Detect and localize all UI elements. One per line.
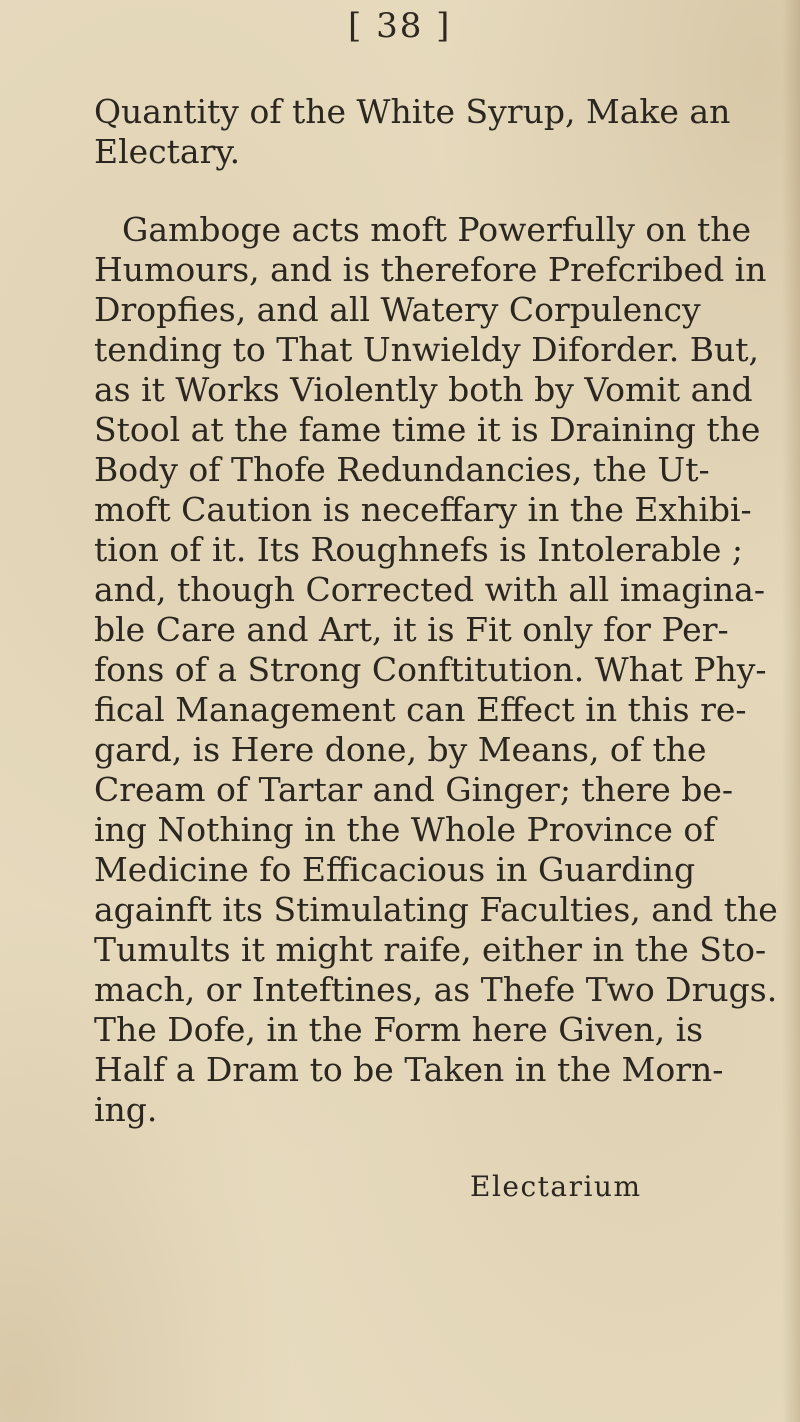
- text-line: Body of Thofe Redundancies, the Ut-: [94, 450, 710, 489]
- text-line: Humours, and is therefore Prefcribed in: [94, 250, 767, 289]
- text-line: Electary.: [94, 132, 241, 171]
- text-line: fical Management can Effect in this re-: [94, 690, 747, 729]
- text-line: ing Nothing in the Whole Province of: [94, 810, 716, 849]
- text-line: ble Care and Art, it is Fit only for Per-: [94, 610, 729, 649]
- page-number: [ 38 ]: [348, 6, 452, 46]
- text-line: The Dofe, in the Form here Given, is: [94, 1010, 704, 1049]
- catchword: Electarium: [470, 1170, 642, 1203]
- text-line: Dropfies, and all Watery Corpulency: [94, 290, 701, 329]
- text-line: Cream of Tartar and Ginger; there be-: [94, 770, 734, 809]
- text-line: as it Works Violently both by Vomit and: [94, 370, 753, 409]
- text-line: gard, is Here done, by Means, of the: [94, 730, 707, 769]
- text-line: tending to That Unwieldy Diforder. But,: [94, 330, 760, 369]
- text-line: moft Caution is neceffary in the Exhibi-: [94, 490, 752, 529]
- text-line: Tumults it might raife, either in the Sto-: [94, 930, 767, 969]
- text-line: Quantity of the White Syrup, Make an: [94, 92, 731, 131]
- text-line: fons of a Strong Conftitution. What Phy-: [94, 650, 767, 689]
- text-line: mach, or Inteftines, as Thefe Two Drugs.: [94, 970, 778, 1009]
- text-line: Half a Dram to be Taken in the Morn-: [94, 1050, 724, 1089]
- text-line: againft its Stimulating Faculties, and the: [94, 890, 778, 929]
- text-line: ing.: [94, 1090, 158, 1129]
- page-edge-stain: [782, 0, 800, 1422]
- text-line: Stool at the fame time it is Draining the: [94, 410, 761, 449]
- text-line: and, though Corrected with all imagina-: [94, 570, 765, 609]
- text-line: tion of it. Its Roughnefs is Intolerable ;: [94, 530, 744, 569]
- text-line: Medicine fo Efficacious in Guarding: [94, 850, 696, 889]
- text-line: Gamboge acts moft Powerfully on the: [122, 210, 752, 249]
